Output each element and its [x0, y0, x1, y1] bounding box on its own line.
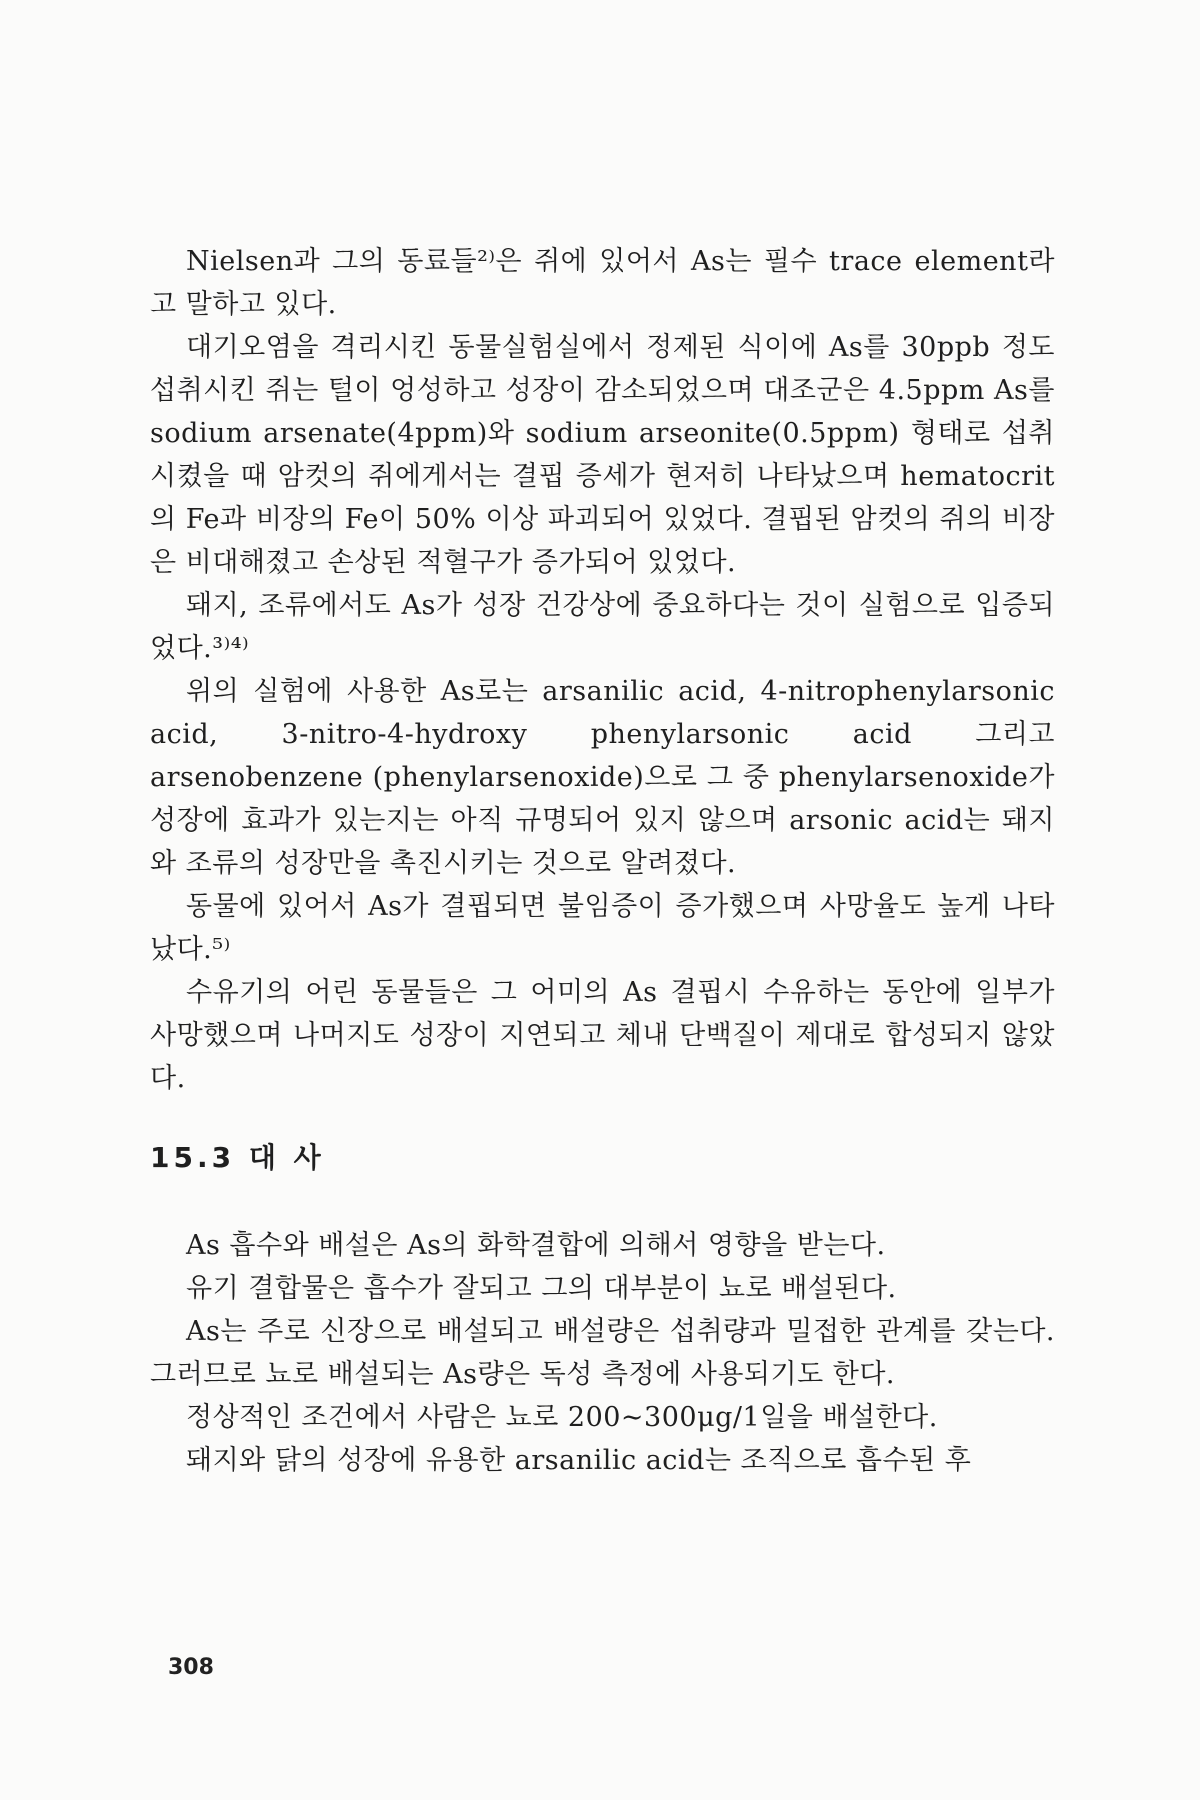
paragraph: 돼지와 닭의 성장에 유용한 arsanilic acid는 조직으로 흡수된 후 [186, 1445, 972, 1476]
paragraph: 수유기의 어린 동물들은 그 어미의 As 결핍시 수유하는 동안에 일부가 사망했으며 나머지도 성장이 지연되고 체내 단백질이 제대로 합성되지 않았다. [150, 977, 1055, 1094]
paragraph: 유기 결합물은 흡수가 잘되고 그의 대부분이 뇨로 배설된다. [186, 1273, 897, 1304]
body-text [150, 240, 1055, 1482]
paragraph: 위의 실험에 사용한 As로는 arsanilic acid, 4-nitrophenylarsonic acid, 3-nitro-4-hydroxy phenylarsonic acid 그리고 arsenobenzene (phenylarsenoxide)으로 그 중 phenylarsenoxide가 성장에 효과가 있는지는 아직 규명되어 있지 않으며 arsonic acid는 돼지와 조류의 성장만을 촉진시키는 것으로 알려졌다. [150, 676, 1055, 879]
paragraph: Nielsen과 그의 동료들²⁾은 쥐에 있어서 As는 필수 trace element라고 말하고 있다. [150, 246, 1055, 320]
paragraph: 정상적인 조건에서 사람은 뇨로 200∼300μg/1일을 배설한다. [186, 1402, 938, 1433]
paragraph: As 흡수와 배설은 As의 화학결합에 의해서 영향을 받는다. [186, 1230, 886, 1261]
paragraph: 동물에 있어서 As가 결핍되면 불임증이 증가했으며 사망율도 높게 나타났다.⁵⁾ [150, 891, 1055, 965]
section-heading: 15.3 대 사 [150, 1141, 325, 1174]
paragraph: 대기오염을 격리시킨 동물실험실에서 정제된 식이에 As를 30ppb 정도 섭취시킨 쥐는 털이 엉성하고 성장이 감소되었으며 대조군은 4.5ppm As를 sodium arsenate(4ppm)와 sodium arseonite(0.5ppm) 형태로 섭취시켰을 때 암컷의 쥐에게서는 결핍 증세가 현저히 나타났으며 hematocrit의 Fe과 비장의 Fe이 50% 이상 파괴되어 있었다. 결핍된 암컷의 쥐의 비장은 비대해졌고 손상된 적혈구가 증가되어 있었다. [150, 332, 1055, 578]
paragraph: As는 주로 신장으로 배설되고 배설량은 섭취량과 밀접한 관계를 갖는다. 그러므로 뇨로 배설되는 As량은 독성 측정에 사용되기도 한다. [150, 1316, 1055, 1390]
paragraph: 돼지, 조류에서도 As가 성장 건강상에 중요하다는 것이 실험으로 입증되었다.³⁾⁴⁾ [150, 590, 1055, 664]
page-number: 308 [168, 1655, 214, 1680]
